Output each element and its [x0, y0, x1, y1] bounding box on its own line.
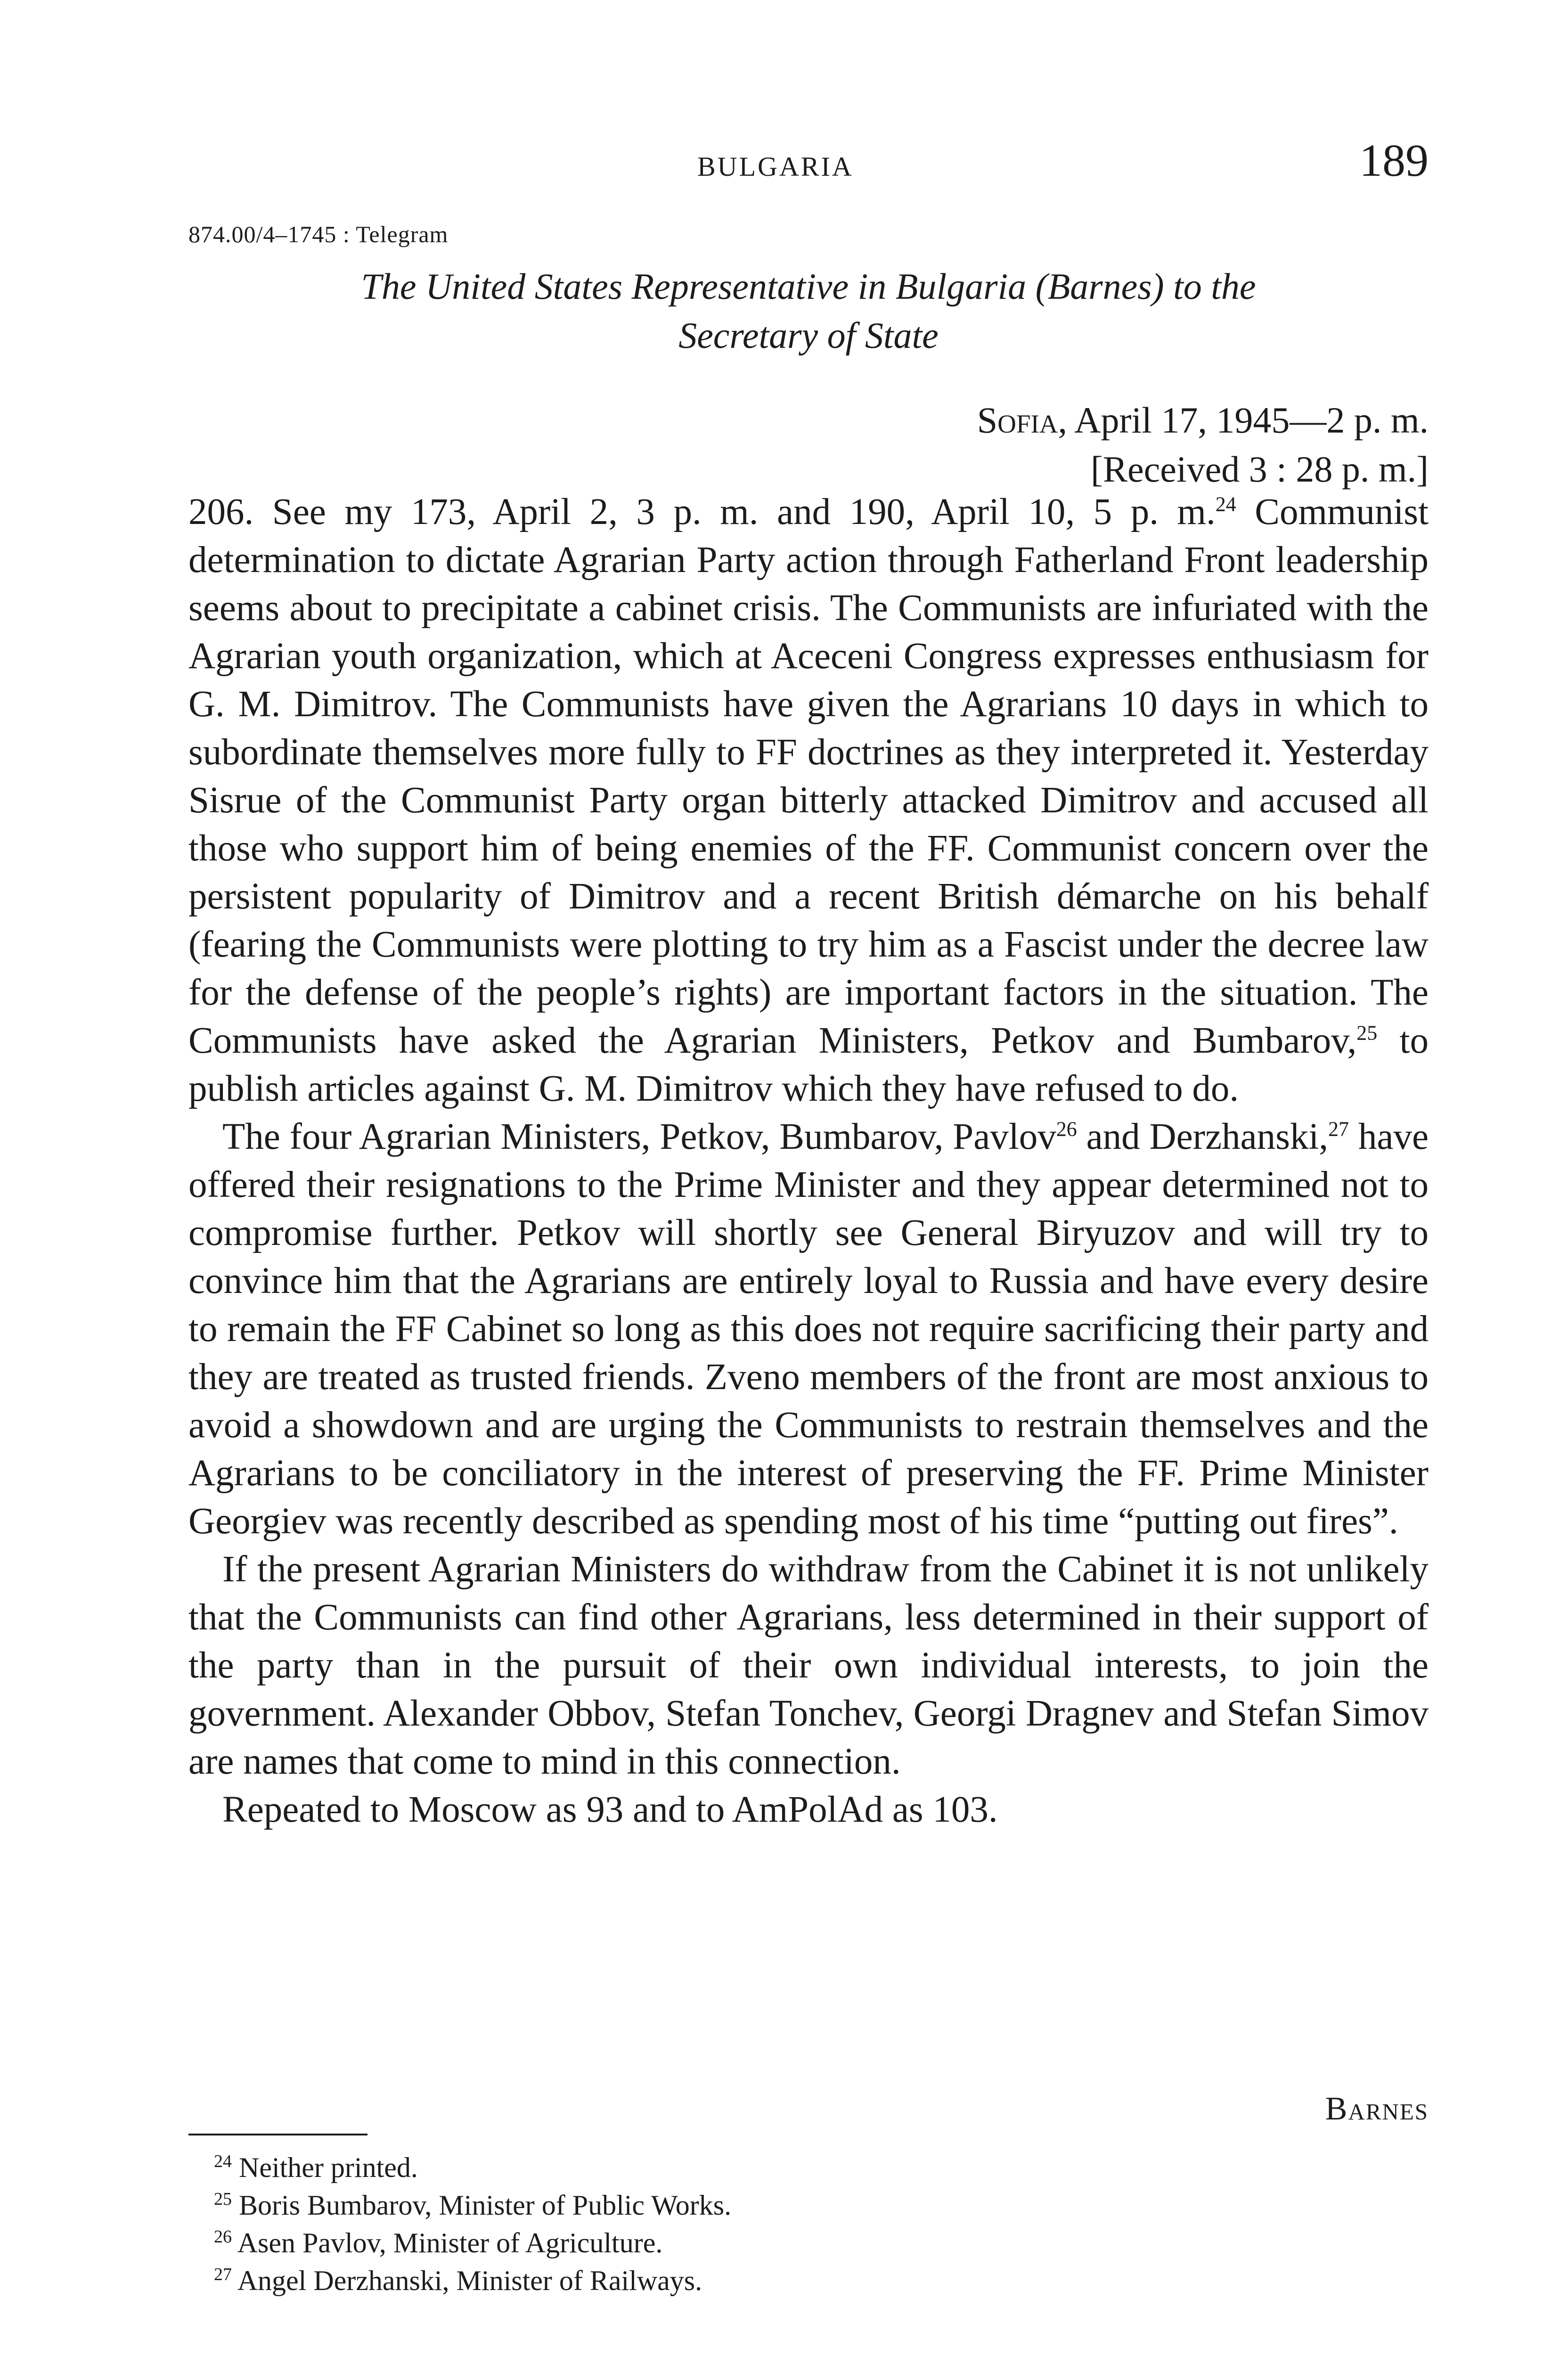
footnote: [188, 2262, 1413, 2299]
paragraph-2-part-a: The four Agrarian Ministers, Petkov, Bumbarov, Pavlov: [222, 1116, 1056, 1157]
title-line-1: The United States Representative in Bulgaria (Barnes) to the: [361, 266, 1256, 307]
footnote-number: 24: [214, 2151, 232, 2171]
received-time: [Received 3 : 28 p. m.]: [1091, 449, 1429, 490]
footnote-number: 26: [214, 2227, 232, 2247]
paragraph-2-part-c: have offered their resignations to the Prime Minister and they appear determined not to compromise further. Petkov will shortly see General Biryuzov and will try to convince him that the Agrarians are entirely loyal to Russia and have every desire to remain the FF Cabinet so long as this does not require sacrificing their party and they are treated as trusted friends. Zveno members of the front are most anxious to avoid a showdown and are urging the Communists to restrain themselves and the Agrarians to be conciliatory in the interest of preserving the FF. Prime Minister Georgiev was recently described as spending most of his time “putting out fires”.: [188, 1116, 1429, 1542]
paragraph-3: If the present Agrarian Ministers do withdraw from the Cabinet it is not unlikely that the Communists can find other Agrarians, less determined in their support of the party than in the pursuit of their own individual interests, to join the government. Alexander Obbov, Stefan Tonchev, Georgi Dragnev and Stefan Simov are names that come to mind in this connection.: [188, 1549, 1429, 1782]
paragraph-2-part-b: and Derzhanski,: [1077, 1116, 1329, 1157]
footnote-text: Angel Derzhanski, Minister of Railways.: [237, 2265, 702, 2296]
footnote: [188, 2149, 1413, 2186]
footnote-number: 27: [214, 2265, 232, 2284]
paragraph-1-part-b: Communist determination to dictate Agrarian Party action through Fatherland Front leadership seems about to precipitate a cabinet crisis. The Communists are infuriated with the Agrarian youth organization, which at Aceceni Congress expresses enthusiasm for G. M. Dimitrov. The Communists have given the Agrarians 10 days in which to subordinate themselves more fully to FF doctrines as they interpreted it. Yesterday Sisrue of the Communist Party organ bitterly attacked Dimitrov and accused all those who support him of being enemies of the FF. Communist concern over the persistent popularity of Dimitrov and a recent British démarche on his behalf (fearing the Communists were plotting to try him as a Fascist under the decree law for the defense of the people’s rights) are important factors in the situation. The Communists have asked the Agrarian Ministers, Petkov and Bumbarov,: [188, 491, 1429, 1061]
paragraph-1-part-c: to publish articles against G. M. Dimitrov which they have refused to do.: [188, 1020, 1429, 1109]
signature: Barnes: [1325, 2091, 1429, 2127]
footnote-ref-24: 24: [1215, 492, 1236, 516]
running-head: BULGARIA: [697, 151, 854, 182]
page-header: [188, 135, 1429, 198]
dateline: [977, 396, 1429, 494]
paragraph-4: Repeated to Moscow as 93 and to AmPolAd as 103.: [222, 1789, 998, 1830]
footnote-ref-26: 26: [1056, 1117, 1077, 1141]
footnote: [188, 2186, 1413, 2224]
footnote-ref-25: 25: [1356, 1021, 1378, 1045]
document-title: [188, 262, 1429, 360]
paragraph-1: [188, 488, 1429, 1113]
footnote-ref-27: 27: [1328, 1117, 1349, 1141]
footnote-text: Neither printed.: [239, 2152, 418, 2183]
paragraph-1-part-a: 206. See my 173, April 2, 3 p. m. and 190, April 10, 5 p. m.: [188, 491, 1216, 532]
paragraph-2: [188, 1113, 1429, 1546]
footnote: [188, 2224, 1413, 2262]
file-number: 874.00/4–1745 : Telegram: [188, 221, 449, 247]
footnote-text: Asen Pavlov, Minister of Agriculture.: [237, 2227, 663, 2258]
footnote-divider: [188, 2134, 368, 2135]
title-line-2: Secretary of State: [678, 315, 939, 356]
place-date: [977, 396, 1429, 445]
page-number: 189: [1359, 135, 1429, 186]
telegram-body: [188, 488, 1429, 1834]
footnote-text: Boris Bumbarov, Minister of Public Works.: [239, 2190, 732, 2221]
place: Sofia: [977, 400, 1058, 441]
footnotes: [188, 2149, 1413, 2299]
footnote-number: 25: [214, 2189, 232, 2209]
date: , April 17, 1945—2 p. m.: [1058, 400, 1429, 441]
